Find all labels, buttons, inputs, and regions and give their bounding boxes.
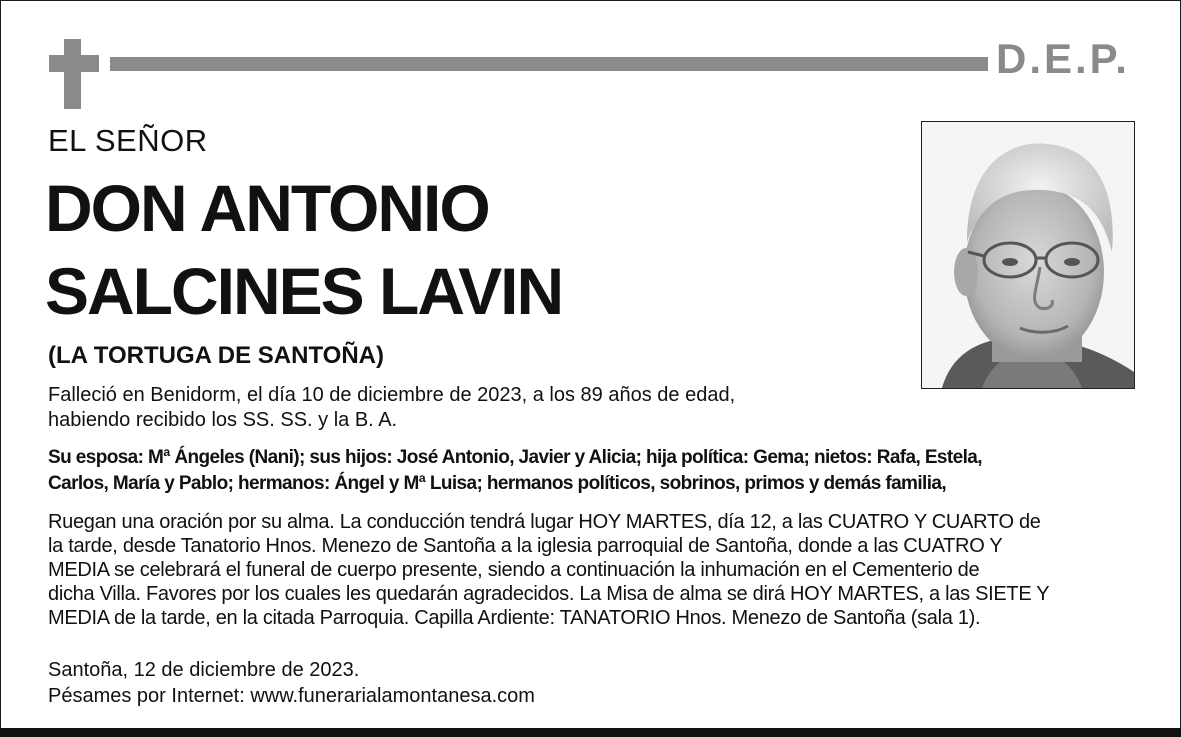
family-list <box>48 445 1158 497</box>
dep-label: D.E.P. <box>996 35 1130 82</box>
place-date: Santoña, 12 de diciembre de 2023. <box>48 659 360 681</box>
closing <box>48 657 535 709</box>
honorific: EL SEÑOR <box>48 123 208 158</box>
death-info-line: habiendo recibido los SS. SS. y la B. A. <box>48 409 398 431</box>
deceased-name-line-2: SALCINES LAVIN <box>45 254 563 328</box>
portrait-photo <box>921 121 1135 389</box>
funeral-details-line: Ruegan una oración por su alma. La conducción tendrá lugar HOY MARTES, día 12, a las CUATRO Y CUARTO de <box>48 511 1041 533</box>
portrait-image <box>922 122 1134 388</box>
funeral-details-line: dicha Villa. Favores por los cuales les quedarán agradecidos. La Misa de alma se dirá HOY MARTES, a las SIETE Y <box>48 583 1050 605</box>
condolences-website: Pésames por Internet: www.funerarialamontanesa.com <box>48 685 535 707</box>
nickname: (LA TORTUGA DE SANTOÑA) <box>48 342 384 369</box>
funeral-details <box>48 510 1138 630</box>
funeral-details-line: MEDIA de la tarde, en la citada Parroquia. Capilla Ardiente: TANATORIO Hnos. Menezo de Santoña (sala 1). <box>48 607 981 629</box>
death-info <box>48 383 848 433</box>
deceased-name-line-1: DON ANTONIO <box>45 171 489 245</box>
header-rule <box>110 57 988 71</box>
family-line: Su esposa: Mª Ángeles (Nani); sus hijos: José Antonio, Javier y Alicia; hija política: Gema; nietos: Rafa, Estela, <box>48 447 982 468</box>
funeral-details-line: MEDIA se celebrará el funeral de cuerpo presente, siendo a continuación la inhumación en el Cementerio de <box>48 559 980 581</box>
bottom-rule <box>0 728 1181 737</box>
death-info-line: Falleció en Benidorm, el día 10 de diciembre de 2023, a los 89 años de edad, <box>48 384 736 406</box>
funeral-details-line: la tarde, desde Tanatorio Hnos. Menezo de Santoña a la iglesia parroquial de Santoña, donde a las CUATRO Y <box>48 535 1003 557</box>
family-line: Carlos, María y Pablo; hermanos: Ángel y Mª Luisa; hermanos políticos, sobrinos, primos y demás familia, <box>48 473 947 494</box>
